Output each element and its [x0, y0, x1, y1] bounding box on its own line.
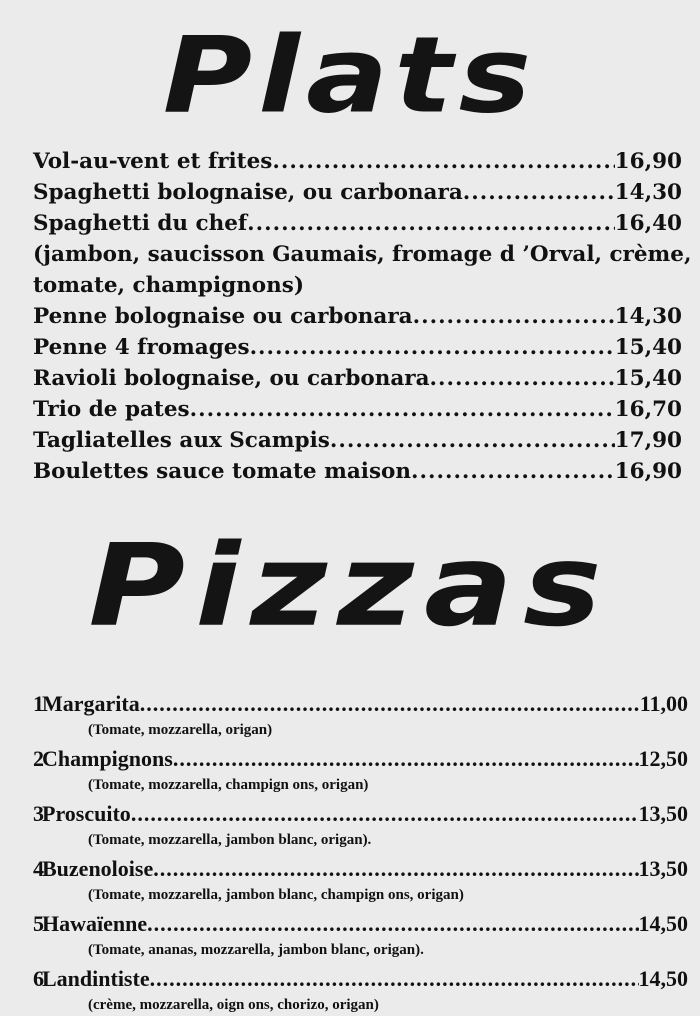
menu-item: [33, 456, 682, 487]
dish-price: 16,90: [614, 459, 682, 484]
menu-item: [33, 301, 682, 332]
dot-leader: [147, 909, 638, 939]
pizza-name: 5Hawaïenne: [33, 911, 148, 936]
menu-item: [33, 177, 682, 208]
plats-title: Plats: [162, 14, 538, 137]
dot-leader: [173, 744, 639, 774]
pizza-number: 4: [33, 856, 40, 881]
pizza-number: 3: [33, 801, 40, 826]
pizza-ingredients: (Tomate, mozzarella, jambon blanc, champign ons, origan): [88, 887, 464, 903]
dish-name: Vol-au-vent et frites: [33, 149, 273, 174]
dish-name: Penne 4 fromages: [33, 335, 250, 360]
dish-name: Tagliatelles aux Scampis: [33, 428, 330, 453]
dot-leader: [140, 689, 640, 719]
dish-name: Spaghetti du chef: [33, 211, 248, 236]
pizza-ingredients: (Tomate, mozzarella, jambon blanc, origan).: [88, 832, 372, 848]
dish-name: Spaghetti bolognaise, ou carbonara: [33, 180, 463, 205]
dish-name: Trio de pates: [33, 397, 190, 422]
pizza-item: [33, 909, 688, 961]
pizza-name: 6Landintiste: [33, 966, 150, 991]
pizza-name: 3Proscuito: [33, 801, 131, 826]
menu-item: [33, 332, 682, 363]
dot-leader: [150, 964, 639, 994]
dish-price: 16,70: [614, 397, 682, 422]
pizza-item: [33, 799, 688, 851]
pizza-price: 14,50: [638, 911, 688, 936]
pizza-item: [33, 854, 688, 906]
dish-price: 17,90: [614, 428, 682, 453]
dish-price: 15,40: [614, 335, 682, 360]
dot-leader: [463, 177, 615, 208]
pizza-number: 5: [33, 911, 40, 936]
dot-leader: [413, 301, 615, 332]
dish-name: Penne bolognaise ou carbonara: [33, 304, 413, 329]
pizza-number: 6: [33, 966, 40, 991]
pizza-price: 14,50: [638, 966, 688, 991]
dot-leader: [250, 332, 615, 363]
dish-name: Ravioli bolognaise, ou carbonara: [33, 366, 430, 391]
dish-price: 14,30: [614, 180, 682, 205]
pizza-ingredients: (Tomate, mozzarella, champign ons, origan): [88, 777, 369, 793]
dot-leader: [247, 208, 615, 239]
dish-price: 16,90: [614, 149, 682, 174]
menu-item: [33, 146, 682, 177]
menu-item: [33, 394, 682, 425]
dot-leader: [330, 425, 615, 456]
dot-leader: [153, 854, 638, 884]
pizza-name: 4Buzenoloise: [33, 856, 154, 881]
pizzas-title: Pizzas: [88, 519, 612, 653]
pizza-price: 12,50: [638, 746, 688, 771]
dot-leader: [131, 799, 639, 829]
pizza-price: 13,50: [638, 801, 688, 826]
plats-menu-list: [33, 146, 692, 487]
menu-item: [33, 425, 682, 456]
pizza-price: 13,50: [638, 856, 688, 881]
pizza-ingredients: (crème, mozzarella, oign ons, chorizo, origan): [88, 997, 379, 1013]
pizza-number: 2: [33, 746, 40, 771]
pizzas-menu-list: [33, 689, 688, 1016]
dish-price: 15,40: [614, 366, 682, 391]
pizza-name: 2Champignons: [33, 746, 173, 771]
pizza-item: [33, 689, 688, 741]
dot-leader: [411, 456, 615, 487]
dot-leader: [272, 146, 614, 177]
pizza-price: 11,00: [639, 691, 688, 716]
dot-leader: [430, 363, 615, 394]
pizza-item: [33, 964, 688, 1016]
pizza-name: 1Margarita: [33, 691, 140, 716]
dish-description: tomate, champignons): [33, 273, 305, 298]
dish-description: (jambon, saucisson Gaumais, fromage d ’Orval, crème,: [33, 242, 692, 267]
pizza-ingredients: (Tomate, mozzarella, origan): [88, 722, 273, 738]
pizza-ingredients: (Tomate, ananas, mozzarella, jambon blanc, origan).: [88, 942, 424, 958]
dish-name: Boulettes sauce tomate maison: [33, 459, 412, 484]
pizza-item: [33, 744, 688, 796]
dish-price: 14,30: [614, 304, 682, 329]
menu-item: [33, 208, 682, 239]
menu-item: [33, 363, 682, 394]
dish-price: 16,40: [614, 211, 682, 236]
pizza-number: 1: [33, 691, 40, 716]
dot-leader: [190, 394, 615, 425]
